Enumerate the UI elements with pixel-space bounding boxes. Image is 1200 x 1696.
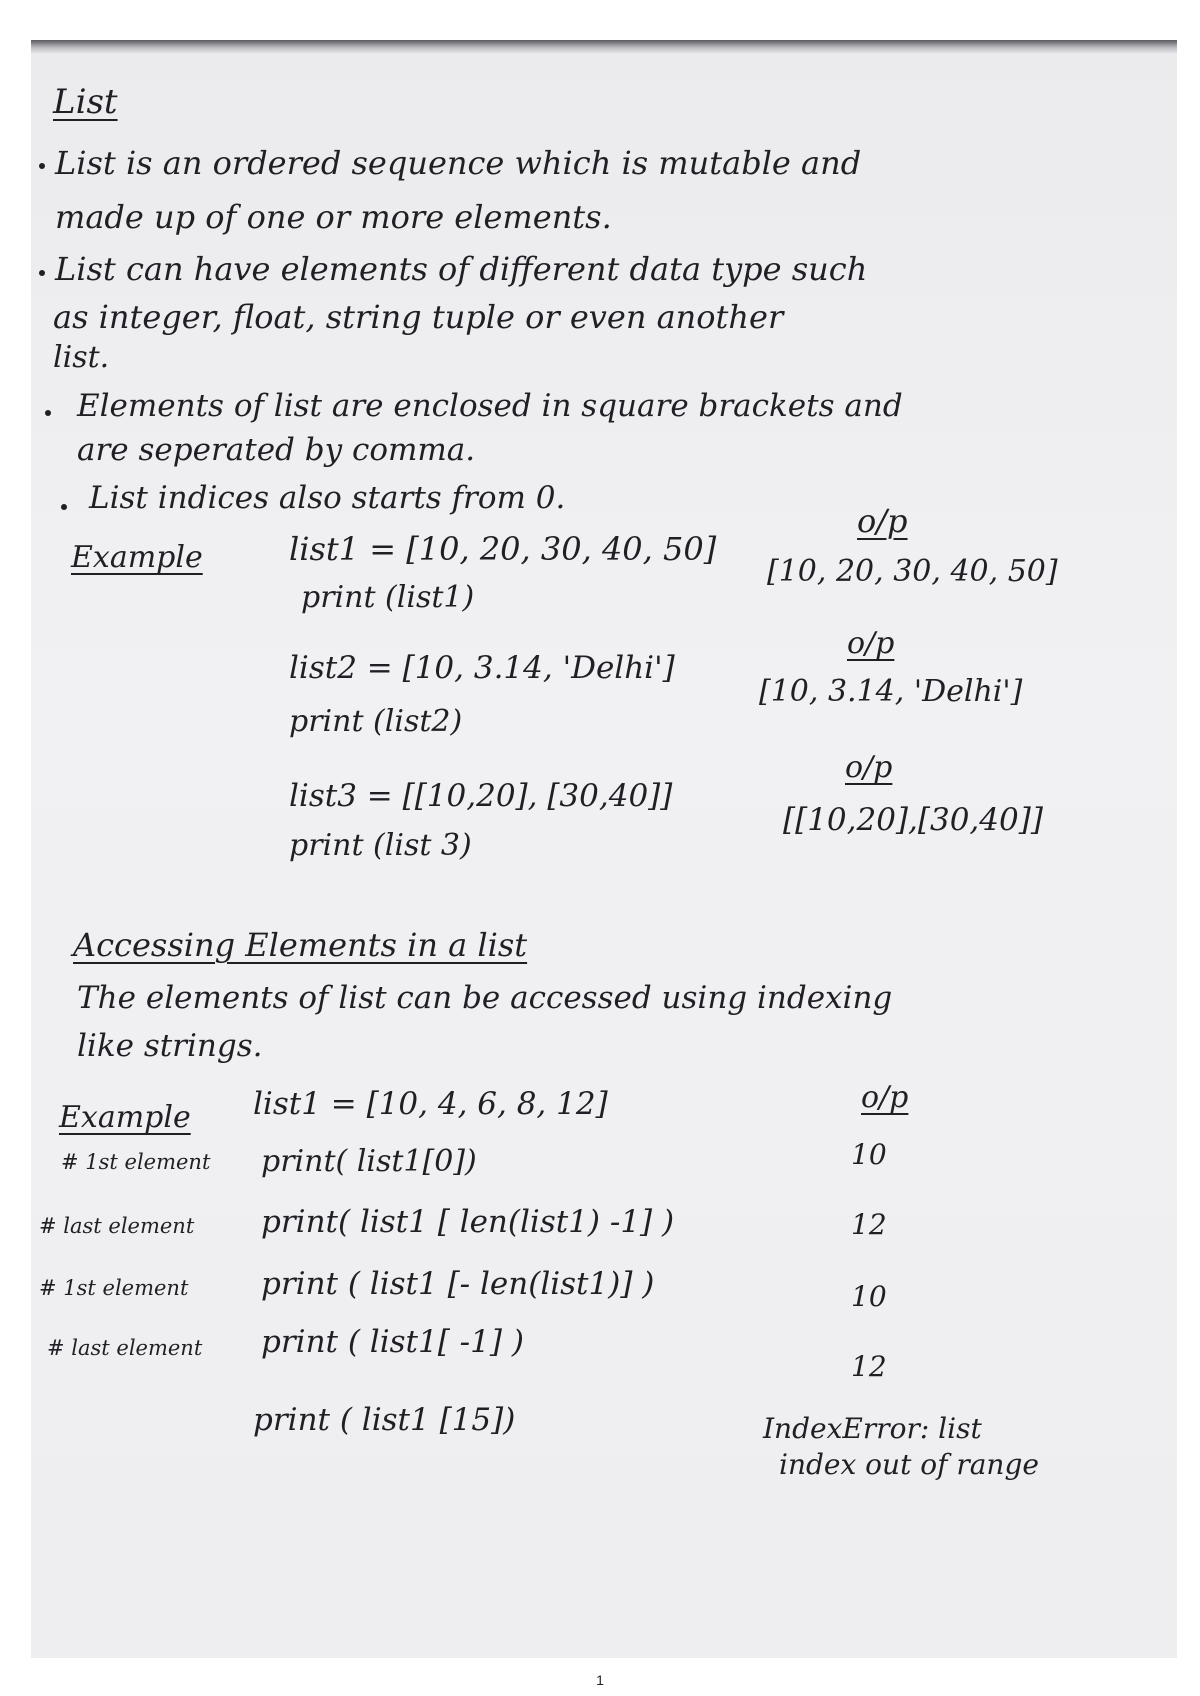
example1-print-2: print (list2) bbox=[289, 704, 463, 739]
bullet-dot bbox=[45, 410, 51, 416]
example2-comment-3: # 1st element bbox=[39, 1276, 189, 1300]
section-heading: Accessing Elements in a list bbox=[73, 926, 528, 964]
example2-code-4: print ( list1[ -1] ) bbox=[261, 1324, 524, 1360]
example1-output-2: [10, 3.14, 'Delhi'] bbox=[759, 674, 1023, 709]
example2-code-1: print( list1[0]) bbox=[261, 1144, 477, 1179]
example2-label: Example bbox=[59, 1100, 191, 1135]
bullet-2-line-3: list. bbox=[53, 340, 110, 375]
example1-output-3: [[10,20],[30,40]] bbox=[783, 802, 1043, 838]
bullet-dot bbox=[61, 504, 67, 510]
example2-op-label: o/p bbox=[861, 1080, 909, 1115]
example1-print-3: print (list 3) bbox=[289, 828, 472, 863]
section-desc-line-1: The elements of list can be accessed using indexing bbox=[77, 980, 893, 1016]
section-desc-line-2: like strings. bbox=[77, 1028, 263, 1064]
example2-comment-1: # 1st element bbox=[61, 1150, 211, 1174]
example2-code-5: print ( list1 [15]) bbox=[253, 1402, 516, 1438]
notebook-page bbox=[31, 40, 1177, 1658]
bullet-3-line-2: are seperated by comma. bbox=[77, 432, 476, 468]
page-title: List bbox=[53, 82, 118, 122]
page-number: 1 bbox=[596, 1672, 604, 1688]
example2-comment-2: # last element bbox=[39, 1214, 195, 1238]
example2-output-2: 12 bbox=[851, 1208, 887, 1241]
example1-code-1: list1 = [10, 20, 30, 40, 50] bbox=[289, 530, 717, 568]
example1-op-label-2: o/p bbox=[847, 626, 895, 661]
example2-code: list1 = [10, 4, 6, 8, 12] bbox=[253, 1086, 608, 1122]
example2-code-3: print ( list1 [- len(list1)] ) bbox=[261, 1266, 655, 1302]
example2-code-2: print( list1 [ len(list1) -1] ) bbox=[261, 1204, 675, 1240]
example2-output-1: 10 bbox=[851, 1138, 887, 1171]
index-error-line-1: IndexError: list bbox=[763, 1412, 982, 1445]
example1-print-1: print (list1) bbox=[301, 580, 475, 615]
example1-code-3: list3 = [[10,20], [30,40]] bbox=[289, 778, 673, 814]
bullet-2-line-1: List can have elements of different data type such bbox=[55, 250, 868, 288]
example2-comment-4: # last element bbox=[47, 1336, 203, 1360]
example1-output-1: [10, 20, 30, 40, 50] bbox=[767, 554, 1058, 589]
bullet-dot bbox=[39, 163, 45, 169]
example2-output-4: 12 bbox=[851, 1350, 887, 1383]
bullet-4-line-1: List indices also starts from 0. bbox=[89, 480, 566, 516]
example1-op-label-1: o/p bbox=[857, 502, 908, 540]
bullet-2-line-2: as integer, float, string tuple or even another bbox=[53, 298, 784, 336]
bullet-1-line-2: made up of one or more elements. bbox=[55, 198, 612, 236]
index-error-line-2: index out of range bbox=[779, 1448, 1039, 1481]
bullet-3-line-1: Elements of list are enclosed in square brackets and bbox=[77, 388, 903, 424]
example1-code-2: list2 = [10, 3.14, 'Delhi'] bbox=[289, 650, 675, 686]
example2-output-3: 10 bbox=[851, 1280, 887, 1313]
example-label: Example bbox=[71, 540, 203, 575]
bullet-dot bbox=[39, 270, 45, 276]
bullet-1-line-1: List is an ordered sequence which is mutable and bbox=[55, 144, 862, 182]
example1-op-label-3: o/p bbox=[845, 750, 893, 785]
page-top-shadow bbox=[31, 40, 1177, 54]
